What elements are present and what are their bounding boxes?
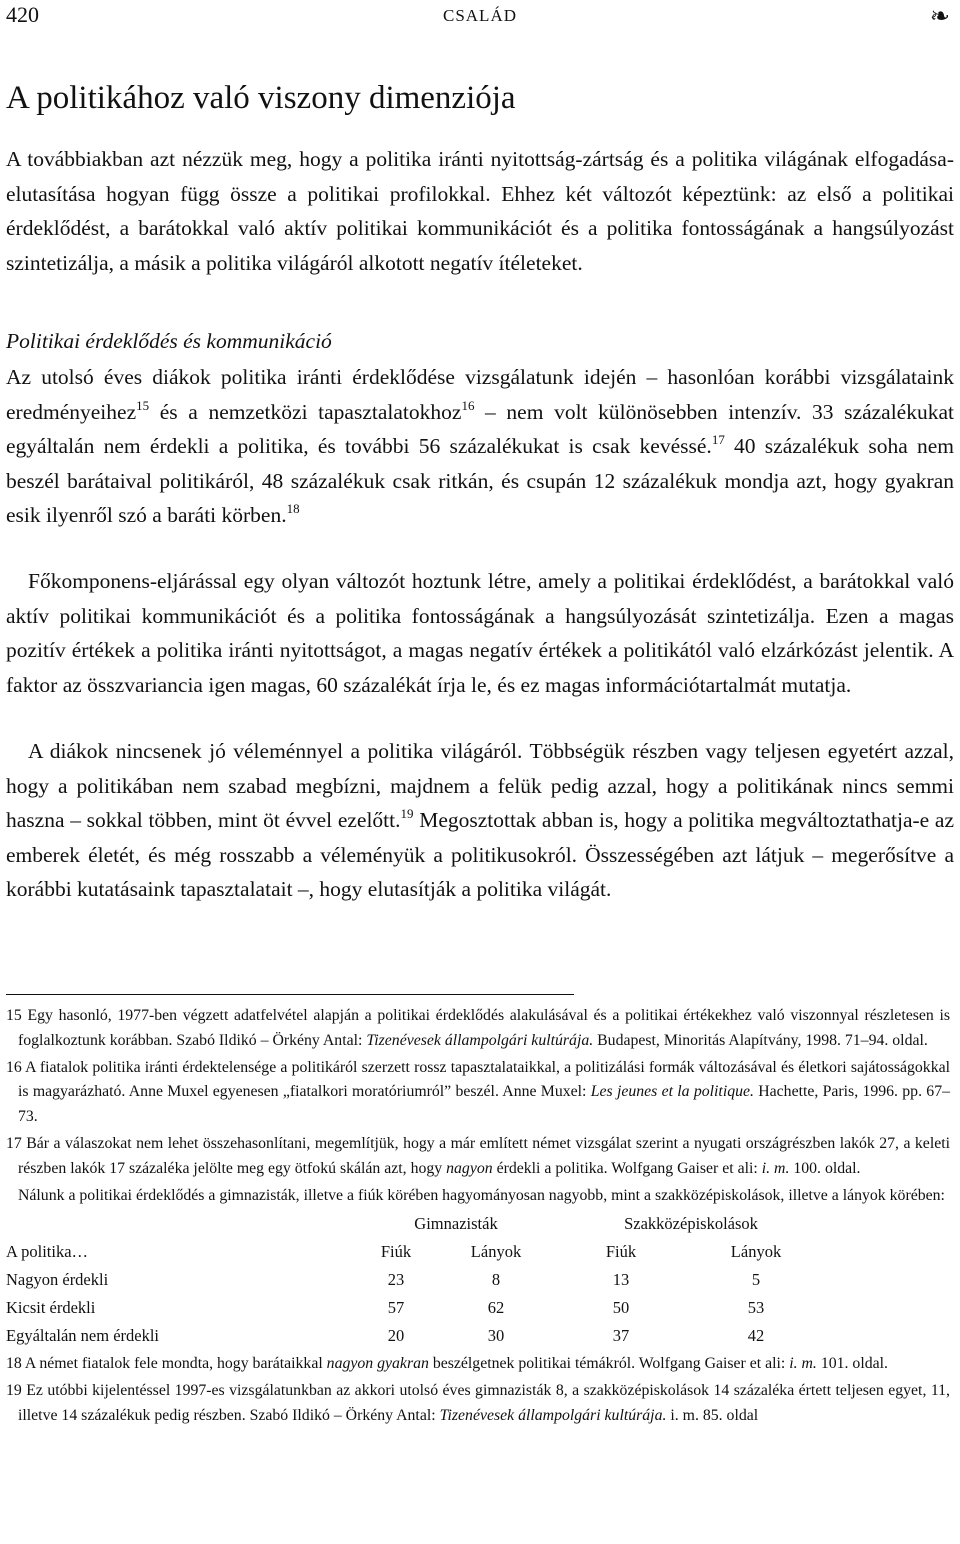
table-cell: 23 [387,1269,405,1289]
table-cell: 62 [487,1297,505,1317]
paragraph-intro [6,142,954,280]
table-column-header-row [6,1238,950,1266]
text-run: 16 A fiatalok politika iránti érdektelensége a politikáról szerzett rossz tapasztalataikkal, a politizálási formák változásával és életkori sajátosságokkal is magyarázható. Anne Muxel egyenesen „fiatalkori moratóriumról” beszél. Anne Muxel: [6,1058,950,1101]
footnotes [6,994,950,1431]
paragraph-interest [6,360,954,533]
text-run: 19 Ez utóbbi kijelentéssel 1997-es vizsgálatunkban az akkori utolsó éves gimnazisták 8, a szakközépiskolások 14 százaléka értett teljesen egyet, 11, illetve 14 százalékuk pedig részben. Szabó Ildikó – Örkény Antal: [6,1382,950,1424]
table-column-header: Lányok [730,1241,782,1261]
text-run: érdekli a politika. Wolfgang Gaiser et ali: [492,1159,762,1177]
table-cell: 5 [751,1269,761,1289]
footnote-16 [6,1056,950,1130]
table-cell [826,1238,950,1266]
page-header [6,2,954,34]
table-cell: 13 [612,1269,630,1289]
table-row-label: Egyáltalán nem érdekli [6,1325,160,1345]
table-row [6,1322,950,1350]
text-run: beszélgetnek politikai témákról. Wolfgang Gaiser et ali: [428,1355,790,1373]
table-cell: 50 [612,1297,630,1317]
text-run: – nem volt különösebben intenzív. 33 százalékukat egyáltalán nem érdekli a politika, és további 56 százalékukat is csak kevéssé. [6,399,954,458]
text-run: Megosztottak abban is, hogy a politika megváltoztathatja-e az emberek életét, és még rosszabb a véleményük a politikusokról. Összességében azt látjuk – megerősítve a korábbi kutatásaink tapasztalatait –, hogy elutasítják a politika világát. [6,808,954,901]
table-row-label: Kicsit érdekli [6,1297,96,1317]
footnote-17-note: Nálunk a politikai érdeklődés a gimnazisták, illetve a fiúk körében hagyományosan nagyobb, mint a szakközépiskolások, illetve a lányok körében: [18,1186,945,1204]
table-cell: 37 [612,1325,630,1345]
fleuron-icon: ❧ [929,4,950,30]
text-run: Budapest, Minoritás Alapítvány, 1998. 71–94. oldal. [593,1031,928,1049]
text-run: és a nemzetközi tapasztalatokhoz [149,399,462,424]
text-run: 100. oldal. [789,1159,861,1177]
table-cell: 8 [491,1269,501,1289]
text-run: i. m. 85. oldal [666,1406,759,1424]
text-run: 15 Egy hasonló, 1977-ben végzett adatfelvétel alapján a politikai érdeklődés alakulásával és a politikai értékekhez való viszonnyal részletesen is foglalkoztunk korábban. Szabó Ildikó – Örkény Antal: [6,1007,950,1049]
table-cell: 20 [387,1325,405,1345]
paragraph-text: A továbbiakban azt nézzük meg, hogy a politika iránti nyitottság-zártság és a politika világának elfogadása-elutasítása hogyan függ össze a politikai profilokkal. Ehhez két változót képeztünk: az első a politikai érdeklődést, a barátokkal való aktív politikai kommunikációt és a politika fontosságának a hangsúlyozást szintetizálja, a másik a politika világáról alkotott negatív ítéleteket. [6,147,954,275]
italic-term: i. m. [789,1355,817,1373]
italic-title: Tizenévesek állampolgári kultúrája. [439,1406,667,1424]
text-run: 101. oldal. [816,1355,888,1373]
table-cell: 42 [747,1325,765,1345]
footnote-17 [6,1132,950,1182]
subheading: Politikai érdeklődés és kommunikáció [6,329,332,353]
footnote-15 [6,1004,950,1054]
table-row-label: Nagyon érdekli [6,1269,109,1289]
page-number: 420 [6,2,39,27]
text-run: Hachette, Paris, 1996. pp. 67–73. [18,1083,950,1126]
table-cell [826,1294,950,1322]
table-cell [826,1322,950,1350]
footnote-ref-17[interactable]: 17 [711,432,725,447]
paragraph-text: Főkomponens-eljárással egy olyan változót hoztunk létre, amely a politikai érdeklődést, a barátokkal való aktív politikai kommunikációt és a politika fontosságának a hangsúlyozását szintetizálja. Ezen a magas pozitív értékek a politika iránti nyitottságot, a magas negatív értékek a politikától való elzárkózást jelentik. A faktor az összvariancia igen magas, 60 százalékát írja le, és ez magas információtartalmát mutatja. [6,569,954,697]
table-row-header: A politika… [6,1241,89,1261]
table-row [6,1266,950,1294]
footnote-18 [6,1352,950,1377]
table-column-header: Fiúk [380,1241,412,1261]
table-row [6,1294,950,1322]
running-title: CSALÁD [442,6,517,25]
text-run: 40 százalékuk soha nem beszél barátaival politikáról, 48 százalékuk csak ritkán, és csupán 12 százalékuk mondja azt, hogy gyakran esik ilyenről szó a baráti körben. [6,434,955,527]
table-cell: 30 [487,1325,505,1345]
table-column-header: Lányok [470,1241,522,1261]
footnote-19 [6,1379,950,1429]
text-run: 18 A német fiatalok fele mondta, hogy barátaikkal [6,1355,327,1373]
table-group-header: Gimnazisták [414,1213,498,1233]
footnote-ref-16[interactable]: 16 [461,397,475,413]
footnote-ref-18[interactable]: 18 [286,501,300,516]
interest-table [6,1210,950,1350]
italic-term: nagyon [446,1159,493,1177]
table-cell [826,1266,950,1294]
text-run: Az utolsó éves diákok politika iránti érdeklődése vizsgálatunk idején – hasonlóan korábbi vizsgálataink eredményeihez [6,365,954,424]
paragraph-principal-component [6,564,954,702]
italic-title: Les jeunes et la politique. [590,1083,754,1101]
footnote-ref-19[interactable]: 19 [400,806,414,821]
section-title: A politikához való viszony dimenziója [6,80,516,116]
italic-term: nagyon gyakran [326,1355,429,1373]
table-group-header-row [6,1210,950,1238]
table-cell: 57 [387,1297,405,1317]
footnote-ref-15[interactable]: 15 [136,397,150,413]
table-column-header: Fiúk [605,1241,637,1261]
table-cell: 53 [747,1297,765,1317]
paragraph-opinion [6,734,954,907]
table-cell [826,1210,950,1238]
text-run: A diákok nincsenek jó véleménnyel a politika világáról. Többségük részben vagy teljesen egyetért azzal, hogy a politikában nem szabad megbízni, majdnem a felük pedig azzal, hogy a politikának nincs semmi haszna – sokkal többen, mint öt évvel ezelőtt. [6,739,954,832]
italic-title: Tizenévesek állampolgári kultúrája. [366,1031,594,1049]
table-cell [6,1210,356,1238]
table-group-header: Szakközépiskolások [624,1213,758,1233]
italic-term: i. m. [761,1159,790,1177]
text-run: 17 Bár a válaszokat nem lehet összehasonlítani, megemlítjük, hogy a már említett német vizsgálat szerint a nyugati országrészben lakók 27, a keleti részben lakók 17 százaléka jelölte meg egy ötfokú skálán azt, hogy [6,1134,950,1177]
